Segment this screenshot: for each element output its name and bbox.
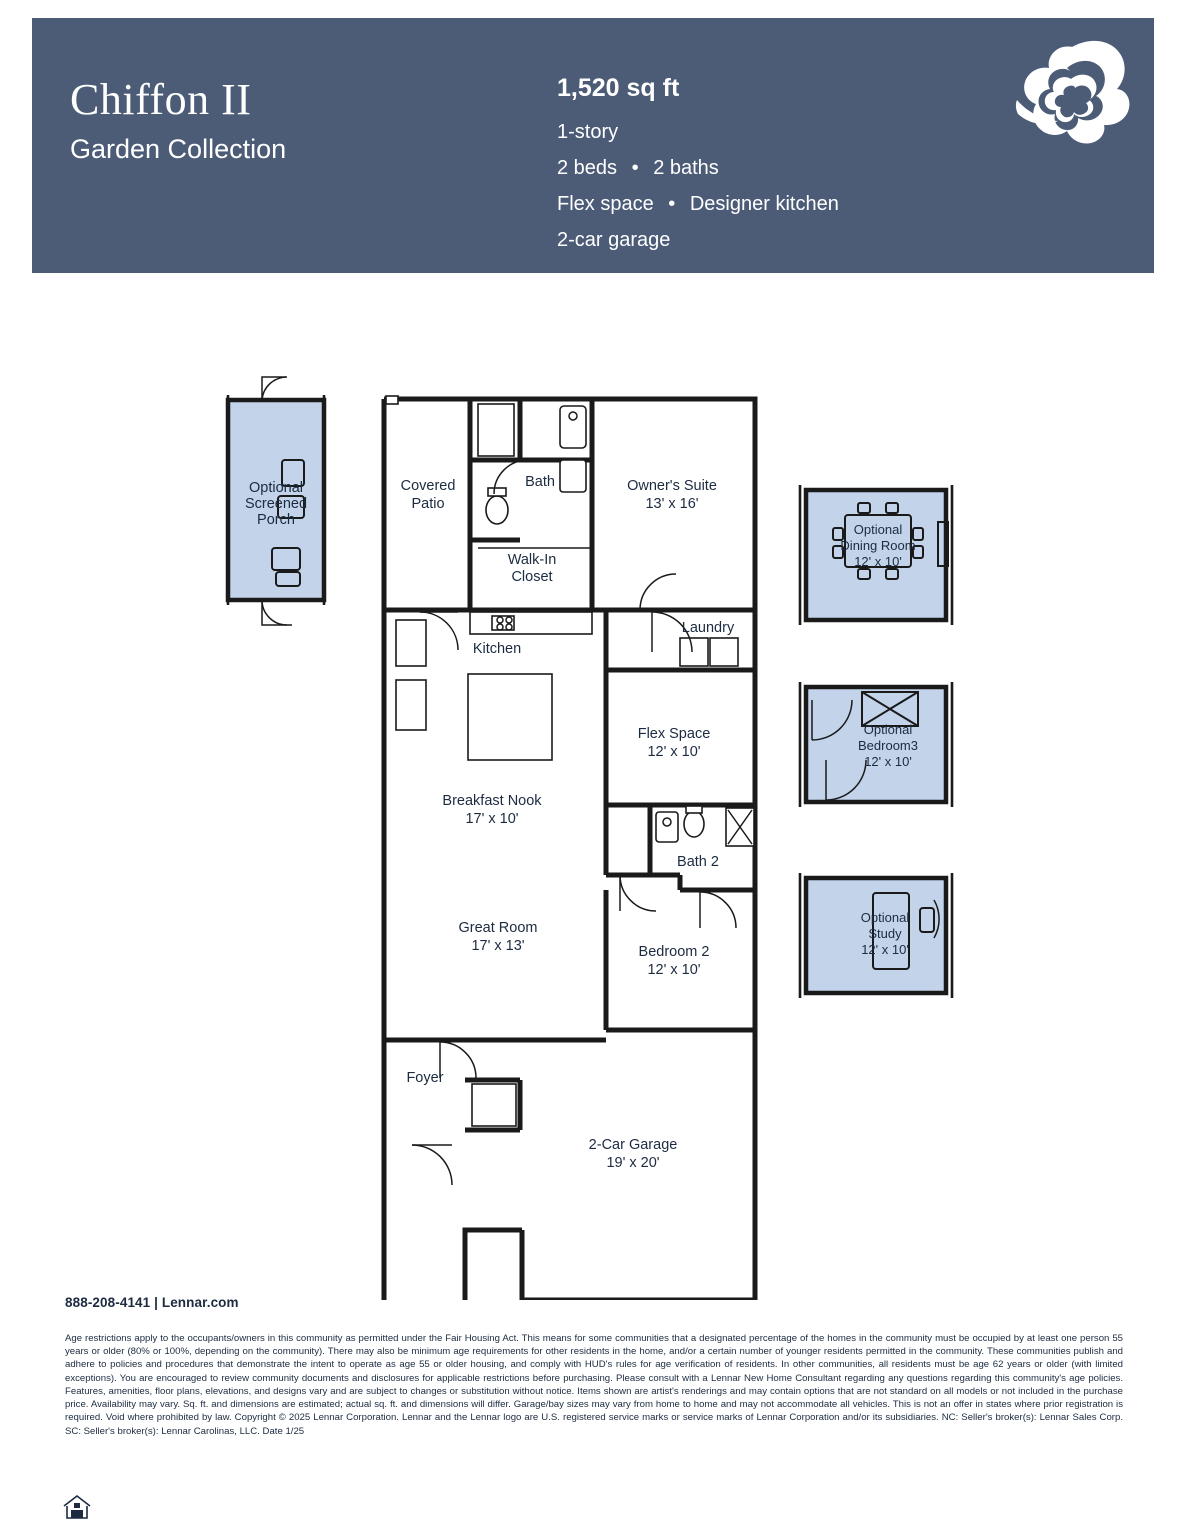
bath2-label: Bath 2	[677, 854, 719, 870]
walk-in-closet	[470, 540, 590, 610]
breakfast-nook	[442, 793, 542, 827]
optional-study	[800, 873, 952, 998]
opt-bed3-line1: Optional	[863, 722, 913, 737]
house-outline	[384, 399, 755, 1300]
kitchen	[396, 612, 592, 760]
owners-suite-label: Owner's Suite	[627, 478, 717, 494]
floor-plan-diagram	[0, 300, 1187, 1300]
opt-bed3-dim: 12' x 10'	[864, 754, 912, 769]
legal-disclaimer: Age restrictions apply to the occupants/owners in this community as permitted under the Fair Housing Act. This means for some communities that a designated percentage of the homes in the community must be occupied by at least one person 55 years or older (80% or 100%, depending on the community). There may also be minimum age requirements for other residents in the home, and/or a certain number of younger residents permitted in the community. These communities publish and adhere to policies and procedures that demonstrate the intent to operate as age 55 or older housing, and comply with HUD's rules for age verification of residents. In other communities, all residents must be age 62 years or older (with limited exceptions). You are encouraged to review community documents and disclosures for applicable restrictions before purchasing. Please consult with a Lennar New Home Consultant regarding any questions regarding this community's age policies. Features, amenities, floor plans, elevations, and designs vary and are subject to changes or substitution without notice. Items shown are artist's renderings and may contain options that are not standard on all models or not included in the purchase price. Availability may vary. Sq. ft. and dimensions are estimated; actual sq. ft. and dimensions will differ. Garage/bay sizes may vary from home to home and may not accommodate all vehicles. This is not an offer in states where prior registration is required. Void where prohibited by law. Copyright © 2025 Lennar Corporation. Lennar and the Lennar logo are U.S. registered service marks or service marks of Lennar Corporation and/or its subsidiaries. NC: Seller's broker(s): Lennar Sales Corp. SC: Seller's broker(s): Lennar Carolinas, LLC. Date 1/25	[65, 1333, 1123, 1437]
opt-porch-line2: Screened	[244, 496, 308, 512]
bullet-separator: •	[631, 157, 639, 179]
nook-label: Breakfast Nook	[442, 793, 542, 809]
opt-porch-line3: Porch	[257, 512, 295, 528]
header-banner	[32, 18, 1154, 273]
specs-list	[557, 74, 839, 265]
floor-plan-svg	[0, 300, 1187, 1300]
bath-2	[606, 805, 755, 911]
foyer-label: Foyer	[406, 1070, 444, 1086]
laundry-label: Laundry	[681, 620, 735, 636]
flex-space	[606, 670, 755, 805]
title-block	[70, 75, 287, 164]
spec-beds: 2 beds	[557, 157, 618, 179]
opt-study-dim: 12' x 10'	[861, 942, 909, 957]
bedroom-2	[606, 890, 755, 1030]
foyer	[384, 1040, 606, 1185]
bedroom2-label: Bedroom 2	[638, 944, 710, 960]
rose-icon	[997, 32, 1132, 152]
owners-suite	[592, 478, 755, 610]
opt-porch-line1: Optional	[248, 480, 304, 496]
laundry	[606, 610, 755, 670]
contact-line[interactable]: 888-208-4141 | Lennar.com	[65, 1295, 239, 1310]
optional-screened-porch	[228, 377, 324, 625]
great-room-dim: 17' x 13'	[471, 938, 525, 954]
great-room	[459, 920, 538, 954]
opt-bed3-line2: Bedroom3	[858, 738, 918, 753]
covered-patio-line2: Patio	[411, 496, 445, 512]
garage-dim: 19' x 20'	[606, 1155, 660, 1171]
spec-beds-baths	[557, 157, 839, 180]
optional-dining-room	[800, 485, 952, 625]
collection-subtitle: Garden Collection	[70, 134, 287, 164]
flex-label: Flex Space	[637, 726, 711, 742]
flex-dim: 12' x 10'	[647, 744, 701, 760]
spec-kitchen: Designer kitchen	[689, 193, 839, 215]
spec-flex: Flex space	[557, 193, 654, 215]
footer	[65, 1295, 1125, 1438]
great-room-label: Great Room	[458, 920, 538, 936]
bedroom2-dim: 12' x 10'	[647, 962, 701, 978]
spec-flex-kitchen	[557, 193, 839, 216]
two-car-garage	[589, 1137, 678, 1171]
spec-sqft: 1,520 sq ft	[557, 74, 680, 102]
kitchen-label: Kitchen	[472, 641, 522, 657]
opt-dining-line1: Optional	[853, 522, 903, 537]
closet-line2: Closet	[511, 569, 553, 585]
equal-housing-opportunity-icon	[62, 1493, 92, 1521]
opt-dining-dim: 12' x 10'	[854, 554, 902, 569]
spec-stories: 1-story	[557, 121, 619, 143]
page-title: Chiffon II	[70, 75, 252, 124]
bullet-separator-2: •	[668, 193, 676, 215]
covered-patio-line1: Covered	[400, 478, 456, 494]
garage-label: 2-Car Garage	[588, 1137, 678, 1153]
spec-baths: 2 baths	[653, 157, 719, 179]
bath-label: Bath	[525, 474, 555, 490]
owners-suite-dim: 13' x 16'	[645, 496, 699, 512]
opt-dining-line2: Dining Room	[840, 538, 916, 553]
optional-bedroom-3	[800, 682, 952, 807]
spec-garage: 2-car garage	[557, 229, 671, 251]
closet-line1: Walk-In	[507, 552, 557, 568]
opt-study-line2: Study	[868, 926, 902, 941]
nook-dim: 17' x 10'	[465, 811, 519, 827]
opt-study-line1: Optional	[860, 910, 910, 925]
